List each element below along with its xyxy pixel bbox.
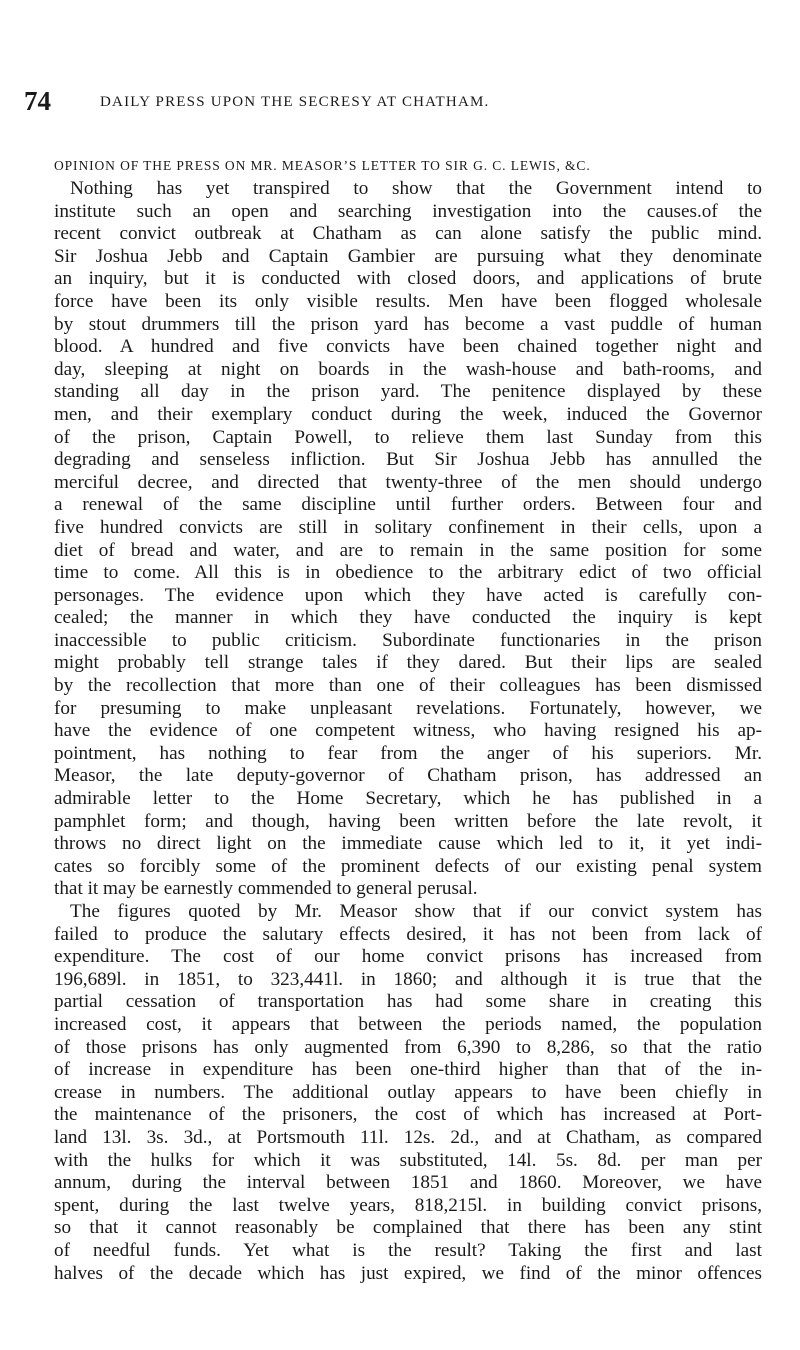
text-line: crease in numbers. The additional outlay appears to have been chiefly in — [54, 1081, 762, 1103]
text-line: have the evidence of one competent witness, who having resigned his ap- — [54, 720, 762, 742]
text-line: institute such an open and searching investigation into the causes.of the — [54, 200, 762, 222]
text-line: annum, during the interval between 1851 and 1860. Moreover, we have — [54, 1172, 762, 1194]
text-line: expenditure. The cost of our home convict prisons has increased from — [54, 946, 762, 968]
text-line: cates so forcibly some of the prominent defects of our existing penal system — [54, 855, 762, 877]
text-line: land 13l. 3s. 3d., at Portsmouth 11l. 12s. 2d., and at Chatham, as compared — [54, 1126, 762, 1148]
text-line: failed to produce the salutary effects desired, it has not been from lack of — [54, 923, 762, 945]
text-line: with the hulks for which it was substituted, 14l. 5s. 8d. per man per — [54, 1149, 762, 1171]
text-line: increased cost, it appears that between the periods named, the population — [54, 1013, 762, 1035]
text-line: an inquiry, but it is conducted with closed doors, and applications of brute — [54, 268, 762, 290]
text-line: cealed; the manner in which they have conducted the inquiry is kept — [54, 607, 762, 629]
text-line: degrading and senseless infliction. But Sir Joshua Jebb has annulled the — [54, 449, 762, 471]
text-line: of increase in expenditure has been one-third higher than that of the in- — [54, 1059, 762, 1081]
body-text — [54, 178, 762, 1285]
text-line: inaccessible to public criticism. Subordinate functionaries in the prison — [54, 629, 762, 651]
text-line: by stout drummers till the prison yard has become a vast puddle of human — [54, 313, 762, 335]
text-line: partial cessation of transportation has had some share in creating this — [54, 991, 762, 1013]
text-line: admirable letter to the Home Secretary, which he has published in a — [54, 788, 762, 810]
text-line: of the prison, Captain Powell, to relieve them last Sunday from this — [54, 426, 762, 448]
text-line: time to come. All this is in obedience to the arbitrary edict of two official — [54, 562, 762, 584]
text-line: pointment, has nothing to fear from the anger of his superiors. Mr. — [54, 742, 762, 764]
text-line: day, sleeping at night on boards in the wash-house and bath-rooms, and — [54, 358, 762, 380]
text-line: Nothing has yet transpired to show that the Government intend to — [70, 178, 762, 199]
page-header — [24, 86, 764, 116]
text-line: The figures quoted by Mr. Measor show that if our convict system has — [70, 901, 762, 922]
page-number: 74 — [24, 86, 51, 116]
text-line: a renewal of the same discipline until further orders. Between four and — [54, 494, 762, 516]
text-line: pamphlet form; and though, having been written before the late revolt, it — [54, 810, 762, 832]
text-line: 196,689l. in 1851, to 323,441l. in 1860; and although it is true that the — [54, 968, 762, 990]
text-line: Sir Joshua Jebb and Captain Gambier are pursuing what they denominate — [54, 245, 762, 267]
text-line: of needful funds. Yet what is the result? Taking the first and last — [54, 1239, 762, 1261]
text-line: by the recollection that more than one of their colleagues has been dismissed — [54, 675, 762, 697]
section-subtitle: OPINION OF THE PRESS ON MR. MEASOR’S LETTER TO SIR G. C. LEWIS, &C. — [54, 158, 591, 173]
text-line: merciful decree, and directed that twenty-three of the men should undergo — [54, 471, 762, 493]
text-line: Measor, the late deputy-governor of Chatham prison, has addressed an — [54, 765, 762, 787]
text-line: for presuming to make unpleasant revelations. Fortunately, however, we — [54, 697, 762, 719]
text-line: of those prisons has only augmented from 6,390 to 8,286, so that the ratio — [54, 1036, 762, 1058]
text-line: diet of bread and water, and are to remain in the same position for some — [54, 539, 762, 561]
text-line: spent, during the last twelve years, 818,215l. in building convict prisons, — [54, 1194, 762, 1216]
text-line: halves of the decade which has just expired, we find of the minor offences — [54, 1262, 762, 1284]
text-line: personages. The evidence upon which they have acted is carefully con- — [54, 584, 762, 606]
text-line: might probably tell strange tales if they dared. But their lips are sealed — [54, 652, 762, 674]
text-line: throws no direct light on the immediate cause which led to it, it yet indi- — [54, 833, 762, 855]
text-line: the maintenance of the prisoners, the cost of which has increased at Port- — [54, 1104, 762, 1126]
running-head: DAILY PRESS UPON THE SECRESY AT CHATHAM. — [100, 94, 490, 110]
text-line: force have been its only visible results. Men have been flogged wholesale — [54, 290, 762, 312]
text-line: recent convict outbreak at Chatham as can alone satisfy the public mind. — [54, 223, 762, 245]
text-line: so that it cannot reasonably be complained that there has been any stint — [54, 1217, 762, 1239]
text-line: men, and their exemplary conduct during the week, induced the Governor — [54, 403, 762, 425]
text-line: standing all day in the prison yard. The penitence displayed by these — [54, 381, 762, 403]
text-line: five hundred convicts are still in solitary confinement in their cells, upon a — [54, 516, 762, 538]
text-line: blood. A hundred and five convicts have been chained together night and — [54, 336, 762, 358]
text-line: that it may be earnestly commended to general perusal. — [54, 878, 478, 900]
